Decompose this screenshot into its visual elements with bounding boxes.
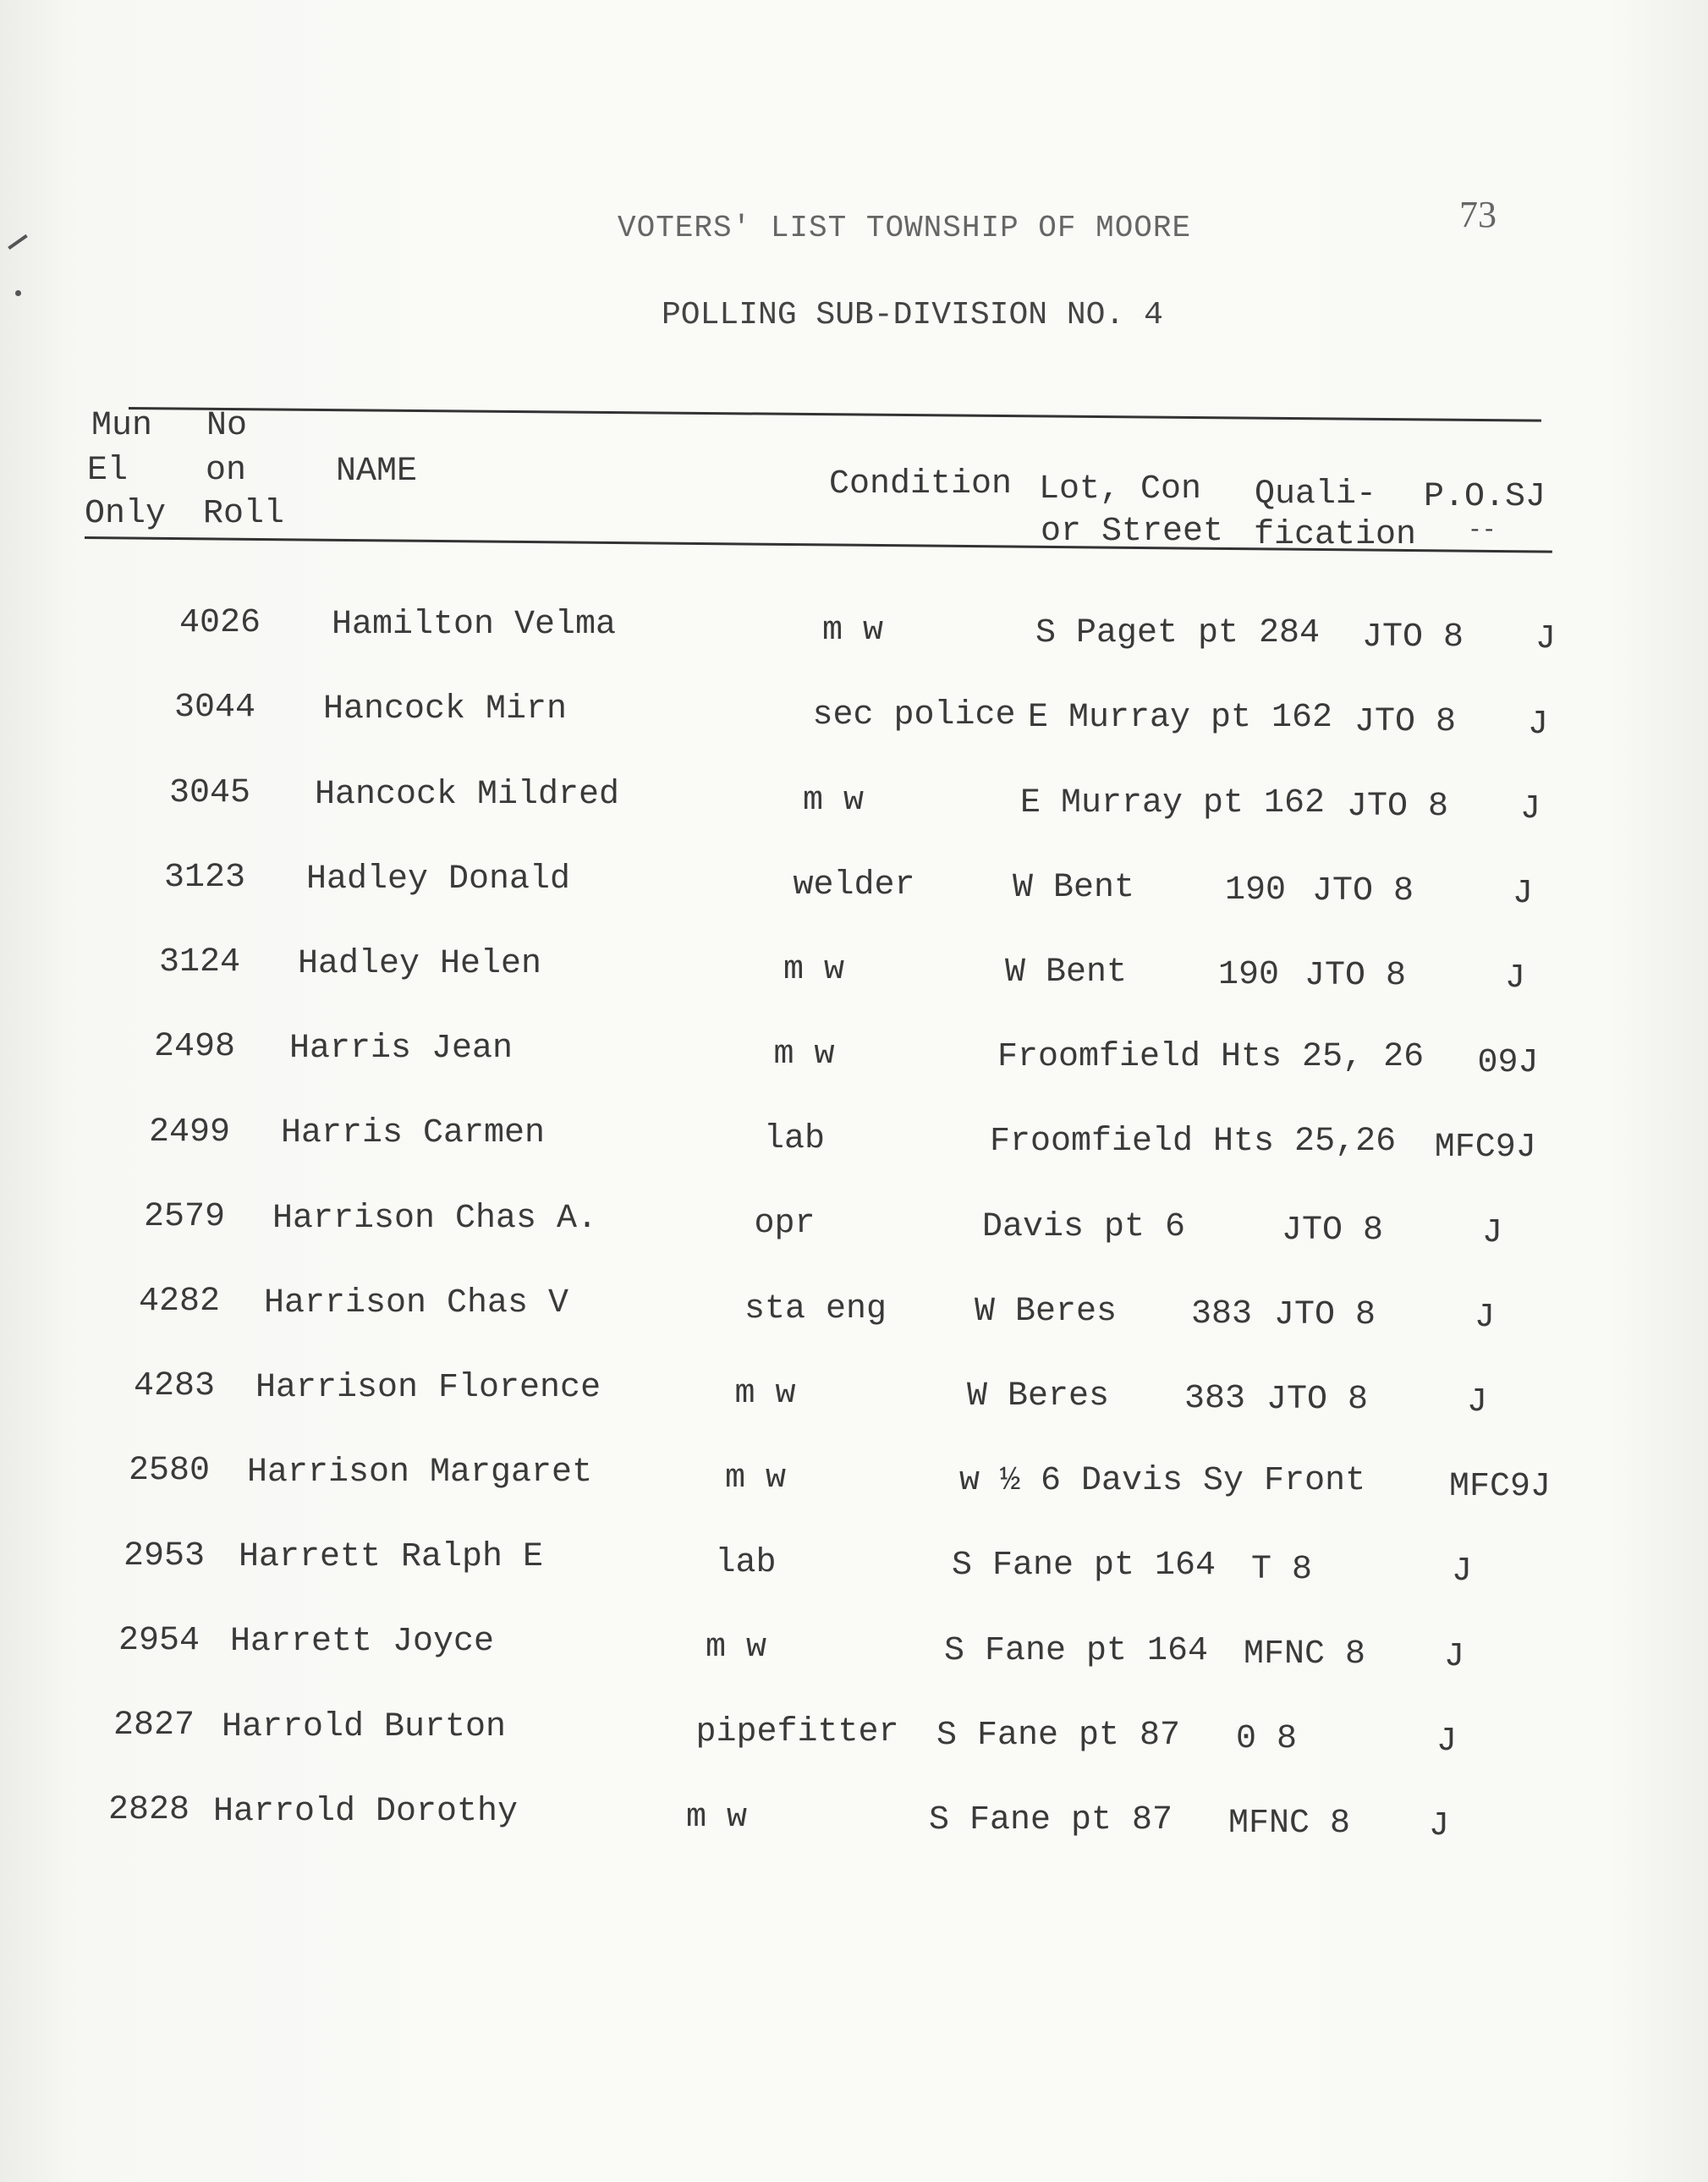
lot-or-street: Davis pt 6 — [982, 1207, 1186, 1246]
qualification: JTO 8 — [1274, 1296, 1376, 1335]
voter-name: Harrold Burton — [222, 1707, 507, 1746]
voter-name: Harrison Chas A. — [272, 1199, 598, 1238]
condition: m w — [725, 1459, 787, 1498]
voter-name: Harrison Margaret — [247, 1454, 593, 1492]
qualification: JTO 8 — [1304, 957, 1407, 996]
roll-number: 3044 — [174, 689, 256, 728]
roll-number: 2580 — [129, 1452, 211, 1491]
header-qual-line2: fication — [1254, 516, 1417, 554]
post-office: J — [1505, 959, 1526, 998]
condition: m w — [822, 612, 884, 651]
voter-name: Harris Jean — [289, 1030, 513, 1069]
condition: lab — [715, 1544, 777, 1583]
roll-number: 3124 — [159, 943, 241, 982]
condition: sec police — [812, 696, 1016, 735]
voter-name: Harris Carmen — [281, 1114, 546, 1153]
roll-number: 4282 — [139, 1282, 221, 1321]
roll-number: 3123 — [164, 858, 246, 897]
condition: m w — [773, 1036, 835, 1075]
voter-name: Hadley Donald — [306, 860, 571, 899]
header-mun-line2: El — [87, 452, 129, 490]
roll-number: 4283 — [134, 1367, 216, 1406]
lot-or-street: S Paget pt 284 — [1035, 614, 1321, 653]
post-office: J — [1429, 1807, 1450, 1846]
post-office: J — [1513, 874, 1534, 913]
qualification: JTO 8 — [1266, 1381, 1369, 1420]
voter-name: Hancock Mildred — [315, 775, 620, 814]
qualification: 09J — [1477, 1044, 1539, 1083]
margin-mark — [8, 234, 28, 250]
voter-name: Harrison Chas V — [264, 1283, 569, 1322]
condition: pipefitter — [695, 1713, 899, 1752]
post-office: J — [1444, 1637, 1465, 1676]
condition: welder — [793, 866, 915, 904]
post-office: J — [1475, 1298, 1496, 1337]
condition: opr — [754, 1205, 816, 1244]
qualification: 0 8 — [1236, 1720, 1298, 1759]
header-lot-line1: Lot, Con — [1039, 470, 1202, 508]
lot-or-street: w ½ 6 Davis Sy Front — [959, 1462, 1366, 1501]
lot-or-street: S Fane pt 87 — [936, 1716, 1181, 1755]
condition: m w — [706, 1629, 767, 1668]
header-roll-line3: Roll — [203, 495, 285, 533]
post-office: J — [1528, 705, 1549, 744]
roll-number: 4026 — [179, 604, 261, 643]
column-header-po: P.O.SJ — [1424, 478, 1546, 516]
lot-number: 190 — [1218, 956, 1280, 995]
condition: lab — [764, 1120, 826, 1159]
voter-name: Hadley Helen — [298, 945, 542, 984]
roll-number: 2827 — [113, 1707, 195, 1745]
roll-number: 2954 — [118, 1621, 200, 1660]
lot-or-street: W Bent — [1013, 868, 1135, 907]
qualification: JTO 8 — [1354, 703, 1457, 742]
lot-number: 383 — [1184, 1380, 1246, 1419]
header-qual-line1: Quali- — [1255, 475, 1377, 514]
lot-number: 190 — [1225, 871, 1287, 910]
qualification: MFNC 8 — [1228, 1805, 1351, 1844]
page-title: VOTERS' LIST TOWNSHIP OF MOORE — [618, 211, 1192, 245]
lot-or-street: E Murray pt 162 — [1020, 783, 1326, 822]
qualification: JTO 8 — [1282, 1211, 1384, 1250]
lot-or-street: Froomfield Hts 25, 26 — [997, 1038, 1425, 1077]
qualification: JTO 8 — [1312, 872, 1414, 911]
roll-number: 2498 — [154, 1028, 236, 1067]
qualification: JTO 8 — [1362, 618, 1464, 657]
condition: sta eng — [744, 1289, 887, 1328]
lot-or-street: W Beres — [975, 1292, 1118, 1331]
lot-or-street: S Fane pt 87 — [929, 1800, 1173, 1839]
roll-number: 3045 — [169, 773, 251, 812]
lot-or-street: S Fane pt 164 — [952, 1547, 1216, 1586]
condition: m w — [783, 950, 845, 989]
post-office: J — [1452, 1553, 1473, 1591]
roll-number: 2953 — [124, 1536, 206, 1575]
header-roll-line2: on — [206, 452, 247, 490]
lot-or-street: Froomfield Hts 25,26 — [990, 1123, 1397, 1162]
header-mun-line3: Only — [85, 495, 167, 533]
voter-name: Harrison Florence — [255, 1368, 601, 1407]
qualification: MFC9J — [1434, 1128, 1536, 1167]
lot-number: 383 — [1191, 1294, 1253, 1333]
column-header-po-dash: -- — [1468, 518, 1497, 544]
header-lot-line2: or Street — [1041, 513, 1224, 551]
column-header-name: NAME — [336, 453, 418, 491]
post-office: J — [1467, 1383, 1488, 1422]
margin-dot — [15, 290, 21, 296]
lot-or-street: E Murray pt 162 — [1028, 699, 1333, 738]
page-subtitle: POLLING SUB-DIVISION NO. 4 — [662, 297, 1163, 333]
voter-name: Hamilton Velma — [332, 606, 617, 645]
post-office: J — [1520, 789, 1541, 828]
qualification: MFNC 8 — [1244, 1635, 1366, 1674]
roll-number: 2828 — [108, 1791, 190, 1830]
condition: m w — [803, 781, 865, 820]
roll-number: 2579 — [144, 1197, 226, 1236]
condition: m w — [734, 1374, 796, 1413]
lot-or-street: S Fane pt 164 — [944, 1631, 1209, 1670]
roll-number: 2499 — [149, 1113, 231, 1151]
header-mun-line1: Mun — [91, 407, 153, 445]
condition: m w — [686, 1798, 748, 1837]
post-office: J — [1482, 1213, 1503, 1252]
voter-name: Harrett Ralph E — [239, 1538, 544, 1577]
voter-name: Hancock Mirn — [323, 690, 568, 729]
voter-name: Harrold Dorothy — [213, 1792, 519, 1831]
column-header-condition: Condition — [829, 465, 1013, 503]
voter-name: Harrett Joyce — [230, 1623, 495, 1662]
lot-or-street: W Beres — [967, 1377, 1110, 1416]
header-top-rule — [129, 407, 1541, 422]
post-office: J — [1535, 620, 1557, 659]
page-number: 73 — [1459, 194, 1497, 235]
qualification: T 8 — [1251, 1550, 1313, 1589]
header-roll-line1: No — [206, 407, 248, 445]
post-office: J — [1436, 1722, 1458, 1761]
qualification: MFC9J — [1449, 1468, 1551, 1507]
lot-or-street: W Bent — [1005, 954, 1128, 992]
qualification: JTO 8 — [1347, 788, 1449, 827]
